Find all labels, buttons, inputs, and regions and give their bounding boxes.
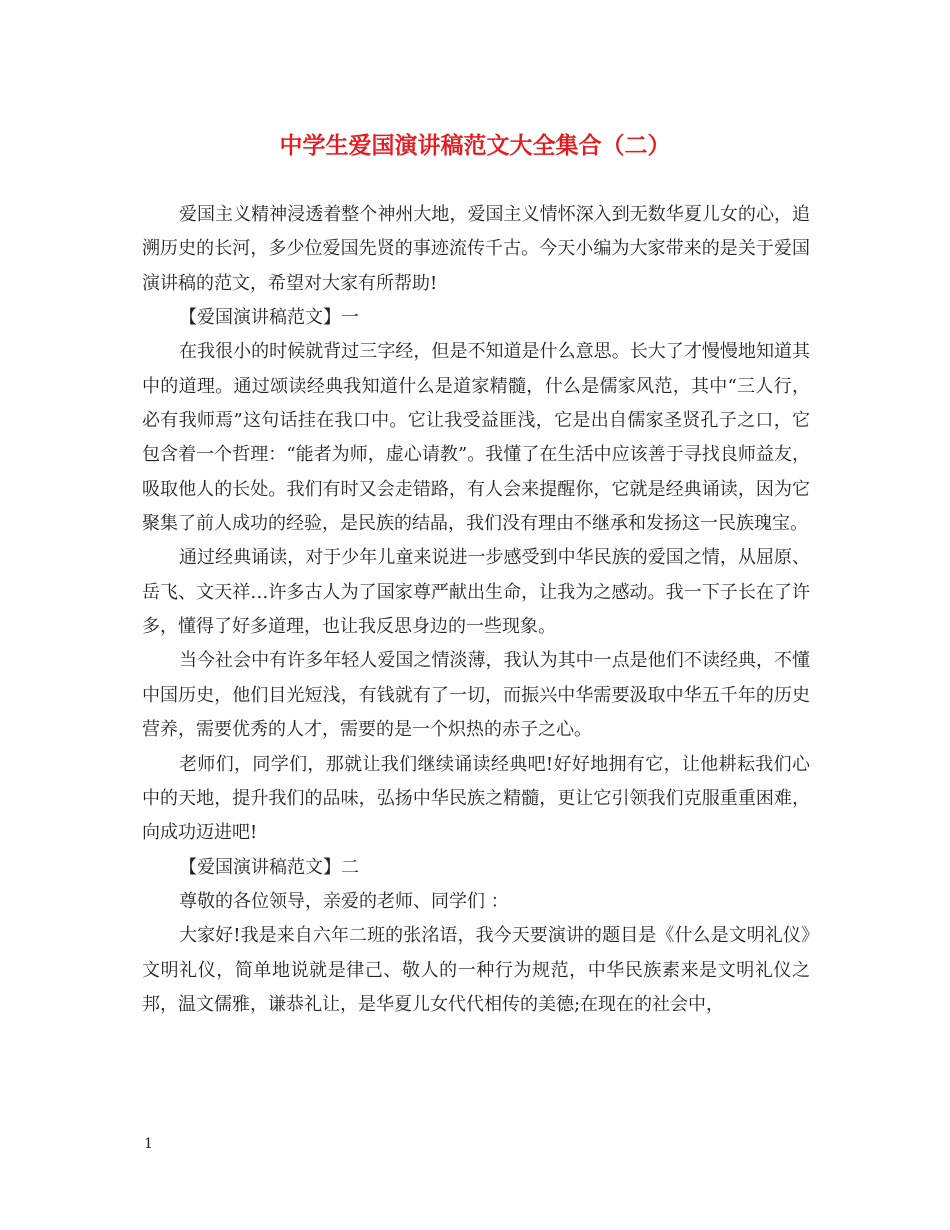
paragraph: 大家好!我是来自六年二班的张洺语，我今天要演讲的题目是《什么是文明礼仪》文明礼仪，简单地说就是律己、敬人的一种行为规范，中华民族素来是文明礼仪之邦，温文儒雅，谦恭礼让，是华夏儿女代代相传的美德;在现在的社会中， xyxy=(142,925,810,1015)
section-heading-two: 【爱国演讲稿范文】二 xyxy=(179,856,359,878)
section-heading-one: 【爱国演讲稿范文】一 xyxy=(179,307,359,329)
paragraph: 在我很小的时候就背过三字经，但是不知道是什么意思。长大了才慢慢地知道其中的道理。通过颂读经典我知道什么是道家精髓，什么是儒家风范，其中“三人行，必有我师焉”这句话挂在我口中。它让我受益匪浅，它是出自儒家圣贤孔子之口，它包含着一个哲理：“能者为师，虚心请教”。我懂了在生活中应该善于寻找良师益友，吸取他人的长处。我们有时又会走错路，有人会来提醒你，它就是经典诵读，因为它聚集了前人成功的经验，是民族的结晶，我们没有理由不继承和发扬这一民族瑰宝。 xyxy=(142,341,810,535)
paragraph: 通过经典诵读，对于少年儿童来说进一步感受到中华民族的爱国之情，从屈原、岳飞、文天祥…许多古人为了国家尊严献出生命，让我为之感动。我一下子长在了许多，懂得了好多道理，也让我反思身边的一些现象。 xyxy=(142,547,810,638)
paragraph-intro: 爱国主义精神浸透着整个神州大地，爱国主义情怀深入到无数华夏儿女的心，追溯历史的长河，多少位爱国先贤的事迹流传千古。今天小编为大家带来的是关于爱国演讲稿的范文，希望对大家有所帮助! xyxy=(142,204,810,294)
page-number: 1 xyxy=(144,1136,153,1152)
paragraph: 当今社会中有许多年轻人爱国之情淡薄，我认为其中一点是他们不读经典，不懂中国历史，他们目光短浅，有钱就有了一切，而振兴中华需要汲取中华五千年的历史营养，需要优秀的人才，需要的是一个炽热的赤子之心。 xyxy=(142,650,810,741)
paragraph-salutation: 尊敬的各位领导，亲爱的老师、同学们 ： xyxy=(179,890,509,912)
paragraph: 老师们，同学们，那就让我们继续诵读经典吧!好好地拥有它，让他耕耘我们心中的天地，提升我们的品味，弘扬中华民族之精髓，更让它引领我们克服重重困难，向成功迈进吧! xyxy=(142,753,810,844)
document-body xyxy=(142,198,810,1022)
document-title: 中学生爱国演讲稿范文大全集合（二） xyxy=(279,132,671,159)
